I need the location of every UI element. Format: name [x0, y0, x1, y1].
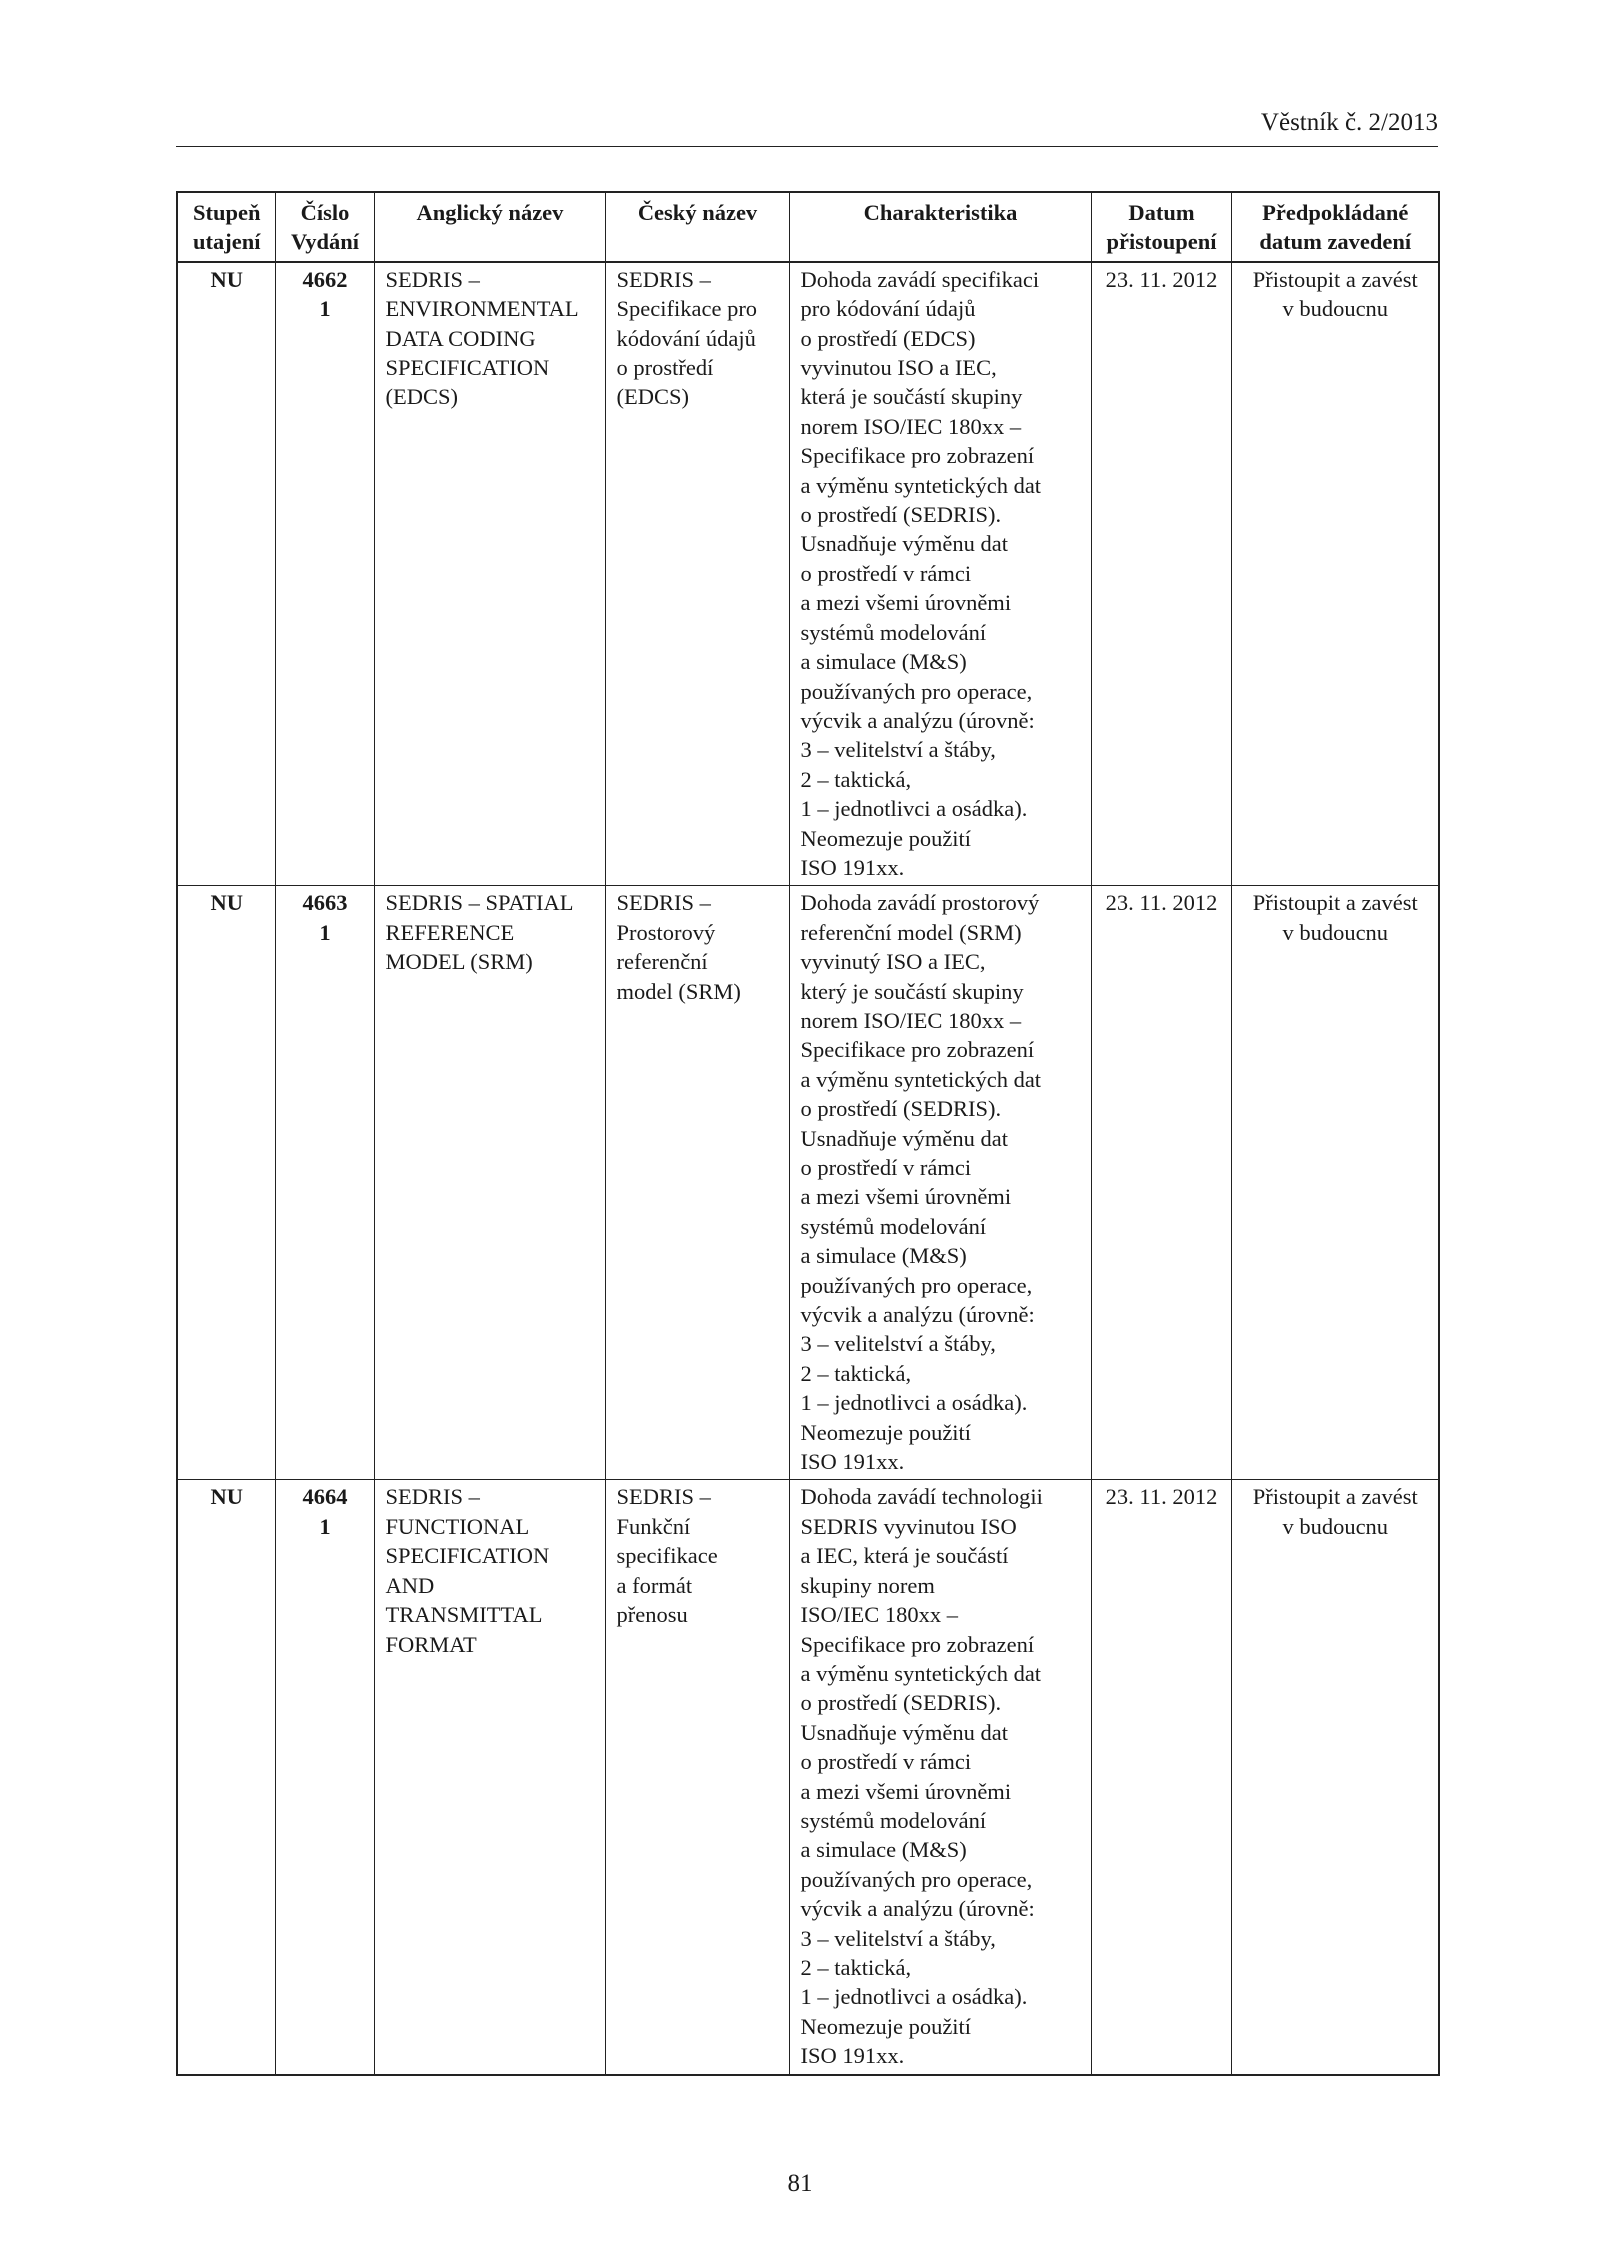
text-line: SEDRIS – [616, 890, 711, 916]
text-line: Usnadňuje výměnu dat [800, 531, 1008, 557]
text-line: 1 [319, 919, 331, 945]
table-row [177, 1480, 1439, 2075]
text-line: REFERENCE [385, 919, 515, 945]
text-line: používaných pro operace, [800, 678, 1033, 704]
text-line: SPECIFICATION [385, 355, 550, 381]
text-line: Usnadňuje výměnu dat [800, 1719, 1008, 1745]
text-line: systémů modelování [800, 1807, 987, 1833]
english-title-cell [374, 1480, 605, 2075]
text-line: o prostředí (SEDRIS). [800, 502, 1002, 528]
text-line: 1 – jednotlivci a osádka). [800, 1984, 1028, 2010]
text-line: a mezi všemi úrovněmi [800, 1184, 1012, 1210]
header-accession-date [1091, 192, 1231, 262]
text-line: ISO 191xx. [800, 2043, 905, 2069]
text-line: a simulace (M&S) [800, 649, 967, 675]
text-line: Číslo [300, 200, 350, 225]
header-description [789, 192, 1091, 262]
text-line: 2 – taktická, [800, 766, 912, 792]
czech-title-cell [605, 262, 789, 886]
text-line: FORMAT [385, 1631, 477, 1657]
text-line: 4664 [302, 1484, 348, 1510]
text-line: ISO 191xx. [800, 1449, 905, 1475]
text-line: Neomezuje použití [800, 1419, 972, 1445]
text-line: o prostředí (SEDRIS). [800, 1096, 1002, 1122]
text-line: Datum [1128, 200, 1195, 225]
text-line: přenosu [616, 1602, 688, 1628]
text-line: referenční [616, 949, 708, 975]
text-line: ENVIRONMENTAL [385, 296, 579, 322]
text-line: Přistoupit a zavést [1252, 890, 1418, 916]
text-line: který je součástí skupiny [800, 978, 1024, 1004]
text-line: která je součástí skupiny [800, 384, 1023, 410]
text-line: Přistoupit a zavést [1252, 266, 1418, 292]
text-line: Předpokládané [1262, 200, 1409, 225]
text-line: Neomezuje použití [800, 825, 972, 851]
text-line: datum zavedení [1259, 229, 1412, 255]
text-line: Český název [637, 200, 758, 225]
text-line: Dohoda zavádí specifikaci [800, 266, 1040, 292]
text-line: SEDRIS – [616, 266, 711, 292]
text-line: o prostředí [616, 355, 714, 381]
text-line: o prostředí v rámci [800, 1155, 972, 1180]
czech-title-cell [605, 1480, 789, 2075]
bulletin-issue: Věstník č. 2/2013 [1260, 109, 1438, 136]
header-english-title [374, 192, 605, 262]
text-line: výcvik a analýzu (úrovně: [800, 1896, 1035, 1922]
table-row [177, 262, 1439, 886]
text-line: 3 – velitelství a štáby, [800, 1925, 996, 1951]
text-line: vyvinutý ISO a IEC, [800, 949, 986, 975]
text-line: 1 [319, 1513, 331, 1539]
page-header [176, 108, 1438, 147]
text-line: o prostředí v rámci [800, 1749, 972, 1775]
text-line: 2 – taktická, [800, 1360, 912, 1386]
text-line: v budoucnu [1282, 296, 1389, 322]
text-line: o prostředí v rámci [800, 560, 972, 586]
text-line: a mezi všemi úrovněmi [800, 1778, 1012, 1804]
text-line: skupiny norem [800, 1572, 935, 1598]
czech-title-cell [605, 886, 789, 1480]
text-line: výcvik a analýzu (úrovně: [800, 707, 1035, 733]
planned-date-cell [1231, 886, 1439, 1480]
header-classification [177, 192, 275, 262]
text-line: ISO/IEC 180xx – [800, 1602, 958, 1628]
text-line: vyvinutou ISO a IEC, [800, 355, 997, 381]
text-line: 4662 [302, 266, 348, 292]
classification-cell: NU [177, 262, 275, 886]
text-line: a IEC, která je součástí [800, 1543, 1009, 1569]
text-line: v budoucnu [1282, 1513, 1389, 1539]
text-line: (EDCS) [385, 384, 458, 410]
classification-cell: NU [177, 886, 275, 1480]
text-line: a výměnu syntetických dat [800, 472, 1042, 498]
text-line: SEDRIS vyvinutou ISO [800, 1513, 1017, 1539]
accession-date-cell: 23. 11. 2012 [1091, 886, 1231, 1480]
text-line: systémů modelování [800, 619, 987, 645]
text-line: SEDRIS – [385, 266, 480, 292]
text-line: Dohoda zavádí prostorový [800, 890, 1040, 916]
description-cell [789, 262, 1091, 886]
text-line: model (SRM) [616, 978, 741, 1004]
text-line: SPECIFICATION [385, 1543, 550, 1569]
text-line: a mezi všemi úrovněmi [800, 590, 1012, 616]
text-line: MODEL (SRM) [385, 949, 533, 975]
planned-date-cell [1231, 1480, 1439, 2075]
text-line: používaných pro operace, [800, 1866, 1033, 1892]
edition-number-cell [275, 886, 374, 1480]
text-line: o prostředí (SEDRIS). [800, 1690, 1002, 1716]
text-line: norem ISO/IEC 180xx – [800, 1007, 1022, 1033]
text-line: Vydání [291, 229, 359, 255]
text-line: TRANSMITTAL [385, 1602, 543, 1628]
text-line: 3 – velitelství a štáby, [800, 737, 996, 763]
page-number: 81 [787, 2170, 813, 2197]
table-header-row [177, 192, 1439, 262]
text-line: Stupeň [192, 200, 261, 225]
accession-date-cell: 23. 11. 2012 [1091, 1480, 1231, 2075]
text-line: AND [385, 1572, 435, 1598]
planned-date-cell [1231, 262, 1439, 886]
text-line: a simulace (M&S) [800, 1243, 967, 1269]
text-line: používaných pro operace, [800, 1272, 1033, 1298]
english-title-cell [374, 262, 605, 886]
text-line: kódování údajů [616, 325, 756, 351]
classification-cell: NU [177, 1480, 275, 2075]
text-line: v budoucnu [1282, 919, 1389, 945]
text-line: specifikace [616, 1543, 718, 1569]
text-line: Funkční [616, 1513, 691, 1539]
text-line: Prostorový [616, 919, 716, 945]
edition-number-cell [275, 1480, 374, 2075]
text-line: referenční model (SRM) [800, 919, 1022, 945]
accession-date-cell: 23. 11. 2012 [1091, 262, 1231, 886]
text-line: ISO 191xx. [800, 854, 905, 880]
text-line: Přistoupit a zavést [1252, 1484, 1418, 1510]
text-line: Specifikace pro [616, 296, 758, 322]
text-line: 3 – velitelství a štáby, [800, 1331, 996, 1357]
agreements-table [176, 191, 1440, 2076]
text-line: 1 – jednotlivci a osádka). [800, 1390, 1028, 1416]
text-line: a formát [616, 1572, 693, 1598]
text-line: o prostředí (EDCS) [800, 325, 976, 351]
table-row [177, 886, 1439, 1480]
text-line: 4663 [302, 890, 348, 916]
text-line: a výměnu syntetických dat [800, 1066, 1042, 1092]
header-planned-date [1231, 192, 1439, 262]
text-line: Dohoda zavádí technologii [800, 1484, 1043, 1510]
text-line: (EDCS) [616, 384, 689, 410]
text-line: Specifikace pro zobrazení [800, 443, 1035, 469]
text-line: Specifikace pro zobrazení [800, 1631, 1035, 1657]
text-line: SEDRIS – [616, 1484, 711, 1510]
edition-number-cell [275, 262, 374, 886]
english-title-cell [374, 886, 605, 1480]
text-line: 1 [319, 296, 331, 322]
text-line: a simulace (M&S) [800, 1837, 967, 1863]
description-cell [789, 886, 1091, 1480]
text-line: Usnadňuje výměnu dat [800, 1125, 1008, 1151]
description-cell [789, 1480, 1091, 2075]
header-czech-title [605, 192, 789, 262]
text-line: SEDRIS – SPATIAL [385, 890, 574, 916]
text-line: utajení [193, 229, 261, 255]
text-line: norem ISO/IEC 180xx – [800, 413, 1022, 439]
text-line: 1 – jednotlivci a osádka). [800, 796, 1028, 822]
text-line: Anglický název [416, 200, 564, 225]
text-line: systémů modelování [800, 1213, 987, 1239]
text-line: Charakteristika [863, 200, 1018, 225]
text-line: FUNCTIONAL [385, 1513, 530, 1539]
text-line: DATA CODING [385, 325, 536, 351]
text-line: výcvik a analýzu (úrovně: [800, 1302, 1035, 1328]
text-line: Specifikace pro zobrazení [800, 1037, 1035, 1063]
header-edition-number [275, 192, 374, 262]
text-line: SEDRIS – [385, 1484, 480, 1510]
text-line: 2 – taktická, [800, 1954, 912, 1980]
text-line: Neomezuje použití [800, 2013, 972, 2039]
text-line: a výměnu syntetických dat [800, 1660, 1042, 1686]
table-body [177, 262, 1439, 2075]
text-line: pro kódování údajů [800, 296, 976, 322]
text-line: přistoupení [1106, 229, 1217, 255]
